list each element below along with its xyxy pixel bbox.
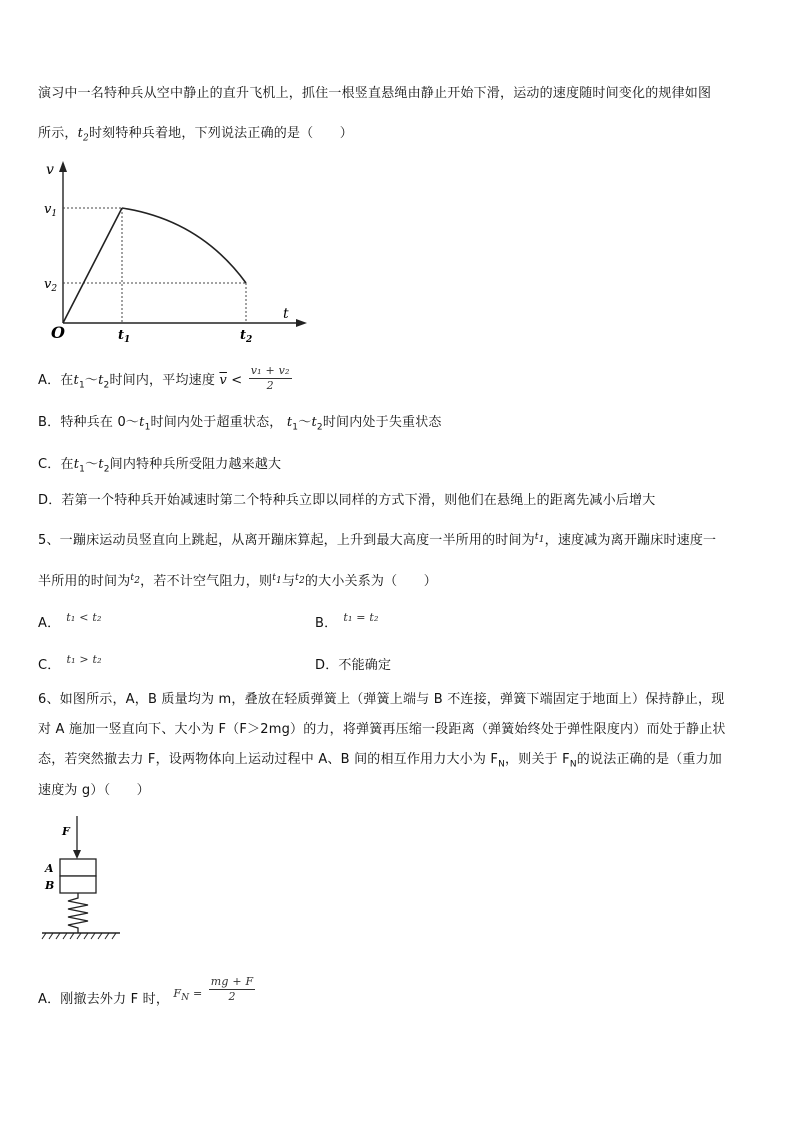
block-a xyxy=(60,859,96,876)
accel-segment xyxy=(63,208,122,323)
spring xyxy=(68,893,88,933)
q5-stem-line2: 半所用的时间为$^{t_2}$，若不计空气阻力，则$^{t_1}$与$^{t_2}$的大小关系为（ ） xyxy=(38,572,437,589)
q6-stem-line4: 速度为 g）（ ） xyxy=(38,783,150,798)
svg-text:t2: $t_2$ xyxy=(240,328,253,343)
origin-label: O xyxy=(51,323,65,342)
q6-option-a: A．刚撤去外力 F 时， $^{F_N =}$ $\frac{mg + F}{2}$ xyxy=(38,975,254,1007)
t-axis-label: t xyxy=(283,306,289,322)
q5-stem-line1: 5、一蹦床运动员竖直向上跳起，从离开蹦床算起，上升到最大高度一半所用的时间为$^{t_1}$，速度减为离开蹦床时速度一 xyxy=(38,531,717,548)
decel-curve xyxy=(122,208,246,283)
q4-option-c: C．在$t_1\sim t_2$间内特种兵所受阻力越来越大 xyxy=(38,457,282,475)
v-axis-label: v xyxy=(46,162,54,178)
svg-text:v2: $v_2$ xyxy=(44,277,58,294)
q6-stem-line2: 对 A 施加一竖直向下、大小为 F（F＞2mg）的力，将弹簧再压缩一段距离（弹簧始终处于弹性限度内）而处于静止状 xyxy=(38,722,726,737)
t-axis-arrow xyxy=(296,319,307,327)
q5-option-b: B． $^{t_1 = t_2}$ xyxy=(315,611,379,631)
q4-stem-line2: 所示，$t_2$时刻特种兵着地，下列说法正确的是（ ） xyxy=(38,126,353,144)
block-b xyxy=(60,876,96,893)
q5-option-d: D．不能确定 xyxy=(315,658,392,673)
svg-text:v1: $v_1$ xyxy=(44,202,58,219)
q6-stem-line3: 态，若突然撤去力 F，设两物体向上运动过程中 A、B 间的相互作用力大小为 $F_N$，则关于 $F_N$的说法正确的是（重力加 xyxy=(38,752,722,770)
spring-blocks-figure xyxy=(40,812,130,944)
svg-text:F: F xyxy=(62,825,70,838)
svg-text:A: A xyxy=(45,862,54,875)
q4-stem-line1: 演习中一名特种兵从空中静止的直升飞机上，抓住一根竖直悬绳由静止开始下滑，运动的速度随时间变化的规律如图 xyxy=(38,86,712,101)
svg-text:B: B xyxy=(45,879,55,892)
velocity-time-graph xyxy=(40,158,310,343)
q6-stem-line1: 6、如图所示，A，B 质量均为 m，叠放在轻质弹簧上（弹簧上端与 B 不连接，弹簧下端固定于地面上）保持静止，现 xyxy=(38,692,725,707)
q5-option-a: A． $^{t_1 < t_2}$ xyxy=(38,611,102,631)
svg-text:t1: $t_1$ xyxy=(118,328,131,343)
v-axis-arrow xyxy=(59,161,67,172)
q4-option-d: D．若第一个特种兵开始减速时第二个特种兵立即以同样的方式下滑，则他们在悬绳上的距离先减小后增大 xyxy=(38,493,656,508)
q4-option-a: A．在$t_1\sim t_2$时间内，平均速度 $\overline{v}$ < $\frac{\text{v₁ + v₂}}{2}$ xyxy=(38,364,290,392)
q4-option-b: B．特种兵在 $0\sim t_1$时间内处于超重状态， $t_1\sim t_2$时间内处于失重状态 xyxy=(38,415,442,433)
q5-option-c: C． $^{t_1 > t_2}$ xyxy=(38,653,102,673)
